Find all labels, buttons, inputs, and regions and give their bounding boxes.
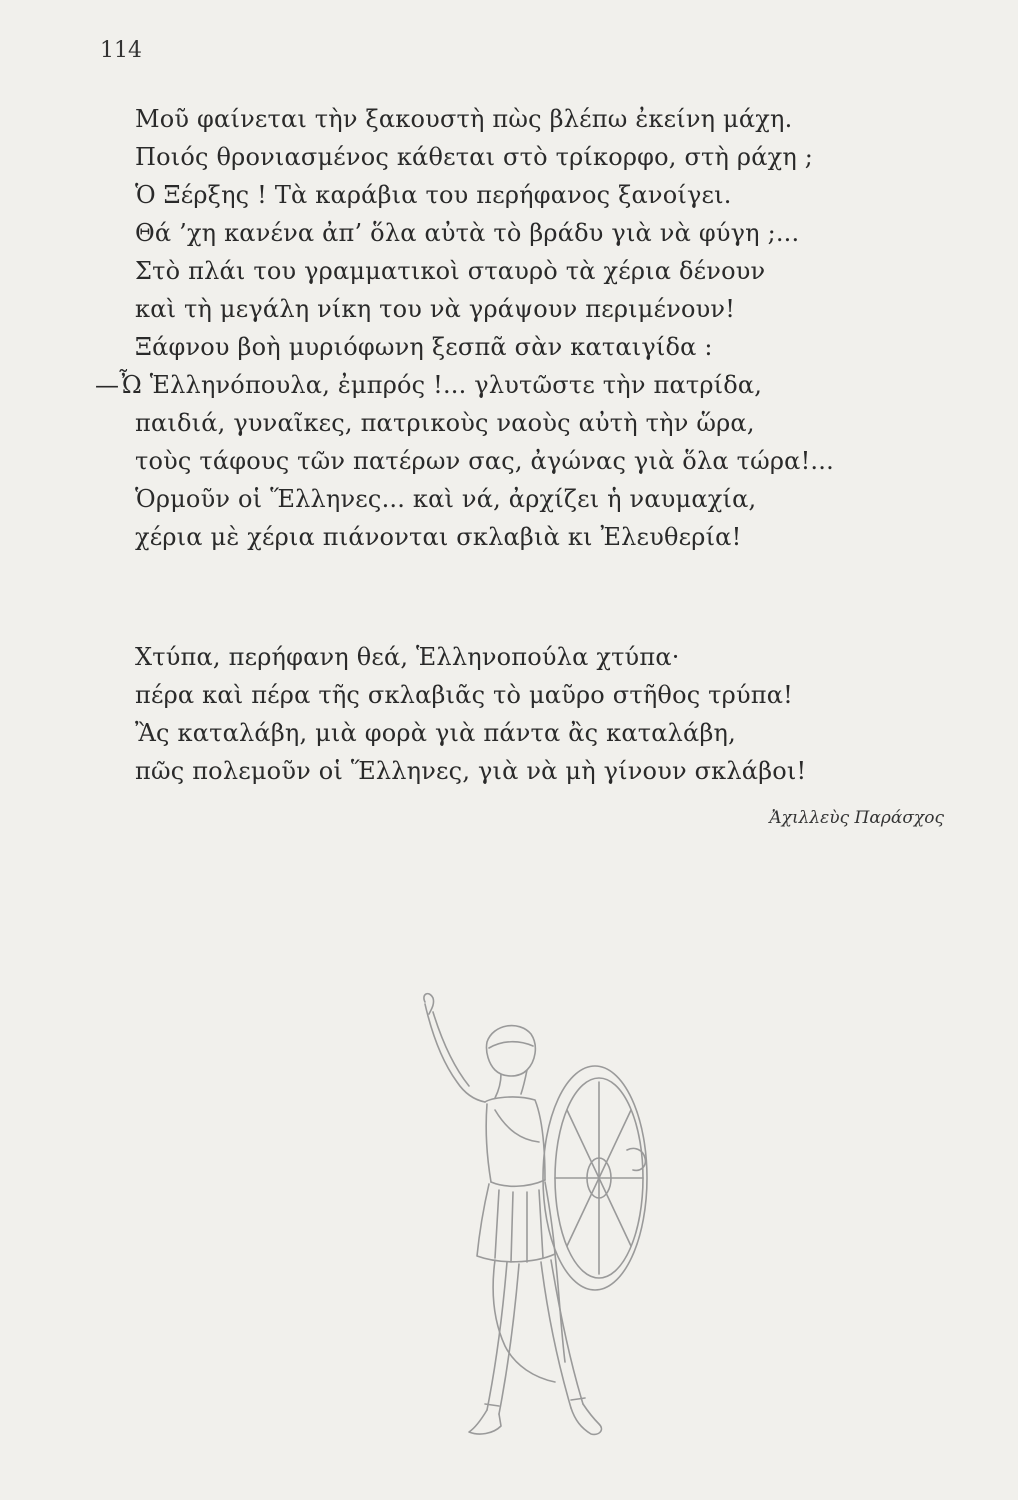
verse-line: πέρα καὶ πέρα τῆς σκλαβιᾶς τὸ μαῦρο στῆθος τρύπα! — [135, 681, 793, 709]
verse-line: Ὁ Ξέρξης ! Τὰ καράβια του περήφανος ξανοίγει. — [135, 181, 732, 209]
poem-stanza-2 — [135, 638, 975, 790]
verse-line: παιδιά, γυναῖκες, πατρικοὺς ναοὺς αὐτὴ τὴν ὥρα, — [135, 409, 755, 437]
verse-line: χέρια μὲ χέρια πιάνονται σκλαβιὰ κι Ἐλευθερία! — [135, 523, 742, 551]
verse-line: Ποιός θρονιασμένος κάθεται στὸ τρίκορφο, στὴ ράχη ; — [135, 143, 814, 171]
verse-line: Ἂς καταλάβη, μιὰ φορὰ γιὰ πάντα ἂς καταλάβη, — [135, 719, 736, 747]
verse-line: Ὁρμοῦν οἱ Ἕλληνες... καὶ νά, ἀρχίζει ἡ ναυμαχία, — [135, 485, 757, 513]
verse-line: τοὺς τάφους τῶν πατέρων σας, ἀγώνας γιὰ ὅλα τώρα!... — [135, 447, 834, 475]
verse-line-dialogue: —Ὦ Ἑλληνόπουλα, ἐμπρός !... γλυτῶστε τὴν πατρίδα, — [95, 371, 763, 399]
poem-author: Ἀχιλλεὺς Παράσχος — [769, 808, 944, 828]
ancient-greek-warrior-with-shield-icon — [395, 990, 695, 1480]
verse-line: καὶ τὴ μεγάλη νίκη του νὰ γράψουν περιμένουν! — [135, 295, 736, 323]
verse-line: Θά ’χη κανένα ἀπ’ ὅλα αὐτὰ τὸ βράδυ γιὰ νὰ φύγη ;... — [135, 219, 800, 247]
verse-line: Χτύπα, περήφανη θεά, Ἑλληνοπούλα χτύπα· — [135, 643, 680, 671]
verse-line: Ξάφνου βοὴ μυριόφωνη ξεσπᾶ σὰν καταιγίδα : — [135, 333, 713, 361]
verse-line: Μοῦ φαίνεται τὴν ξακουστὴ πὼς βλέπω ἐκείνη μάχη. — [135, 105, 793, 133]
page-number: 114 — [100, 38, 142, 63]
poem-stanza-1 — [95, 100, 975, 556]
verse-line: πῶς πολεμοῦν οἱ Ἕλληνες, γιὰ νὰ μὴ γίνουν σκλάβοι! — [135, 757, 807, 785]
verse-line: Στὸ πλάι του γραμματικοὶ σταυρὸ τὰ χέρια δένουν — [135, 257, 766, 285]
